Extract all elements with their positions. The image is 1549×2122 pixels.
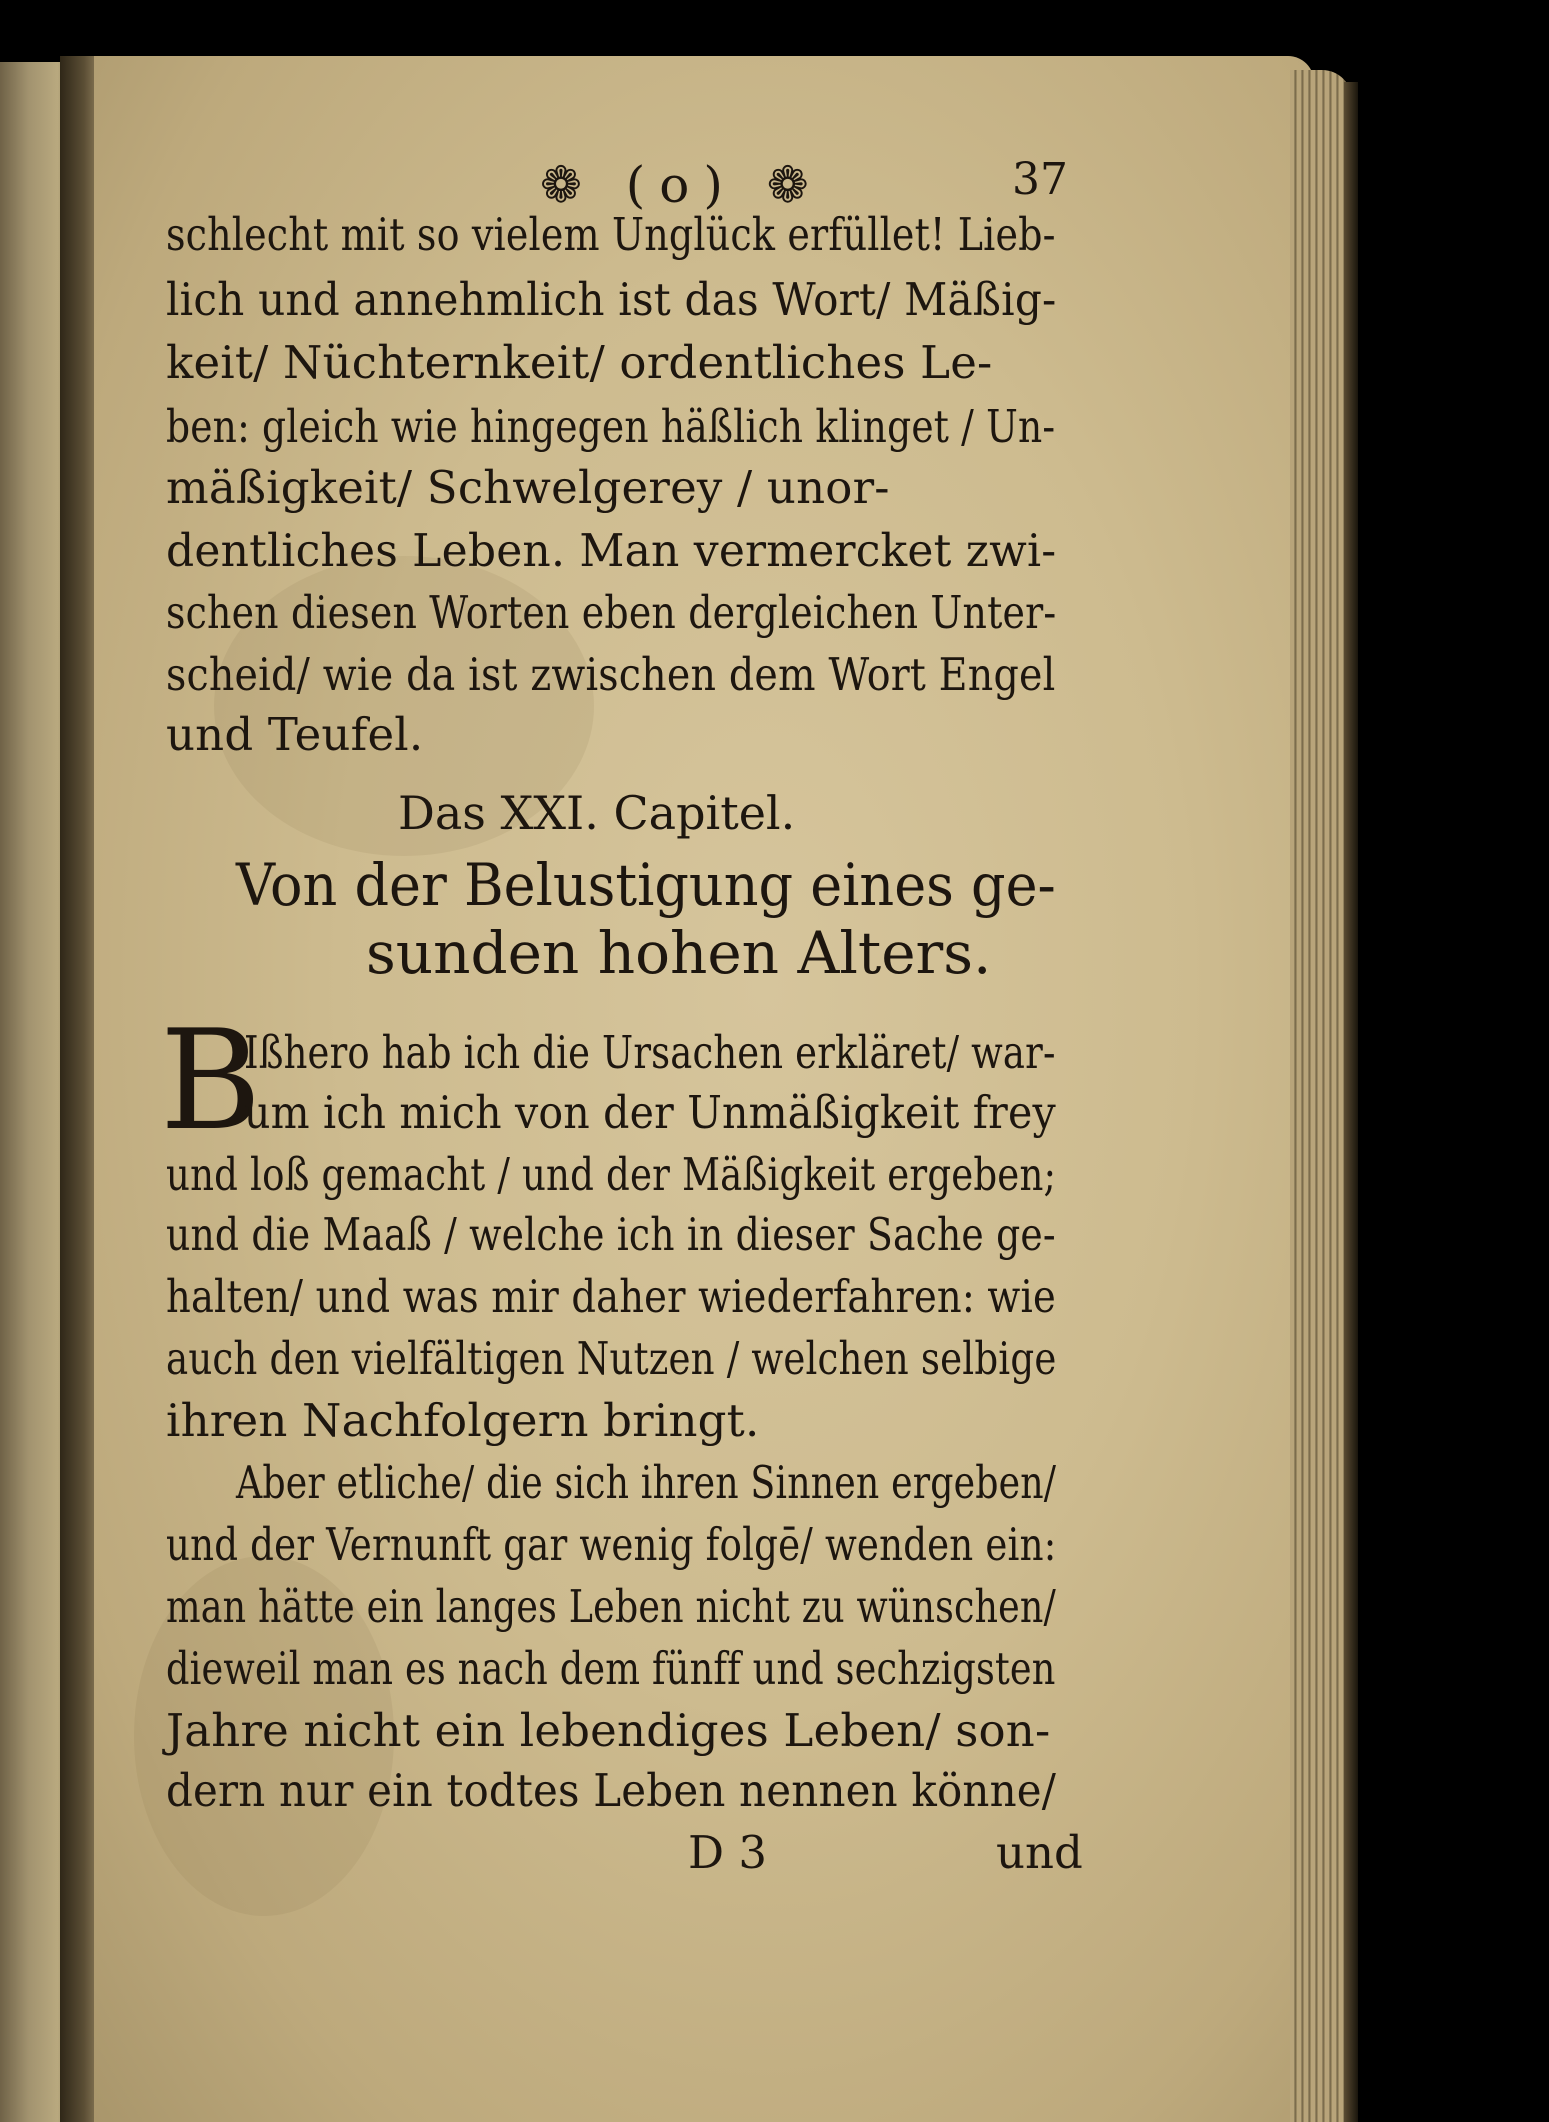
text-line: und die Maaß / welche ich in dieser Sache ge- (166, 1208, 1056, 1261)
text-line: dentliches Leben. Man vermercket zwi- (166, 524, 1057, 577)
chapter-title-line: Von der Belustigung eines ge- (236, 851, 1056, 919)
text-line: schlecht mit so vielem Unglück erfüllet! Lieb- (166, 208, 1056, 261)
text-line: und loß gemacht / und der Mäßigkeit ergeben; (166, 1148, 1057, 1201)
text-line: man hätte ein langes Leben nicht zu wünschen/ (166, 1580, 1057, 1633)
page-edges (1290, 70, 1352, 2122)
text-line: halten/ und was mir daher wiederfahren: wie (166, 1270, 1056, 1323)
catchword: und (996, 1826, 1083, 1879)
text-line: Ißhero hab ich die Ursachen erkläret/ war- (244, 1026, 1056, 1079)
text-line: dieweil man es nach dem fünff und sechzigsten (166, 1642, 1056, 1695)
text-line: lich und annehmlich ist das Wort/ Mäßig- (166, 273, 1057, 326)
text-line: keit/ Nüchternkeit/ ordentliches Le- (166, 336, 993, 389)
page-edges-shadow (1344, 82, 1358, 2122)
text-line: schen diesen Worten eben dergleichen Unter- (166, 586, 1057, 639)
text-line: mäßigkeit/ Schwelgerey / unor- (166, 461, 890, 514)
chapter-title-line: sunden hohen Alters. (366, 919, 992, 987)
text-line: dern nur ein todtes Leben nennen könne/ (166, 1764, 1057, 1817)
text-line: Jahre nicht ein lebendiges Leben/ son- (166, 1704, 1051, 1757)
text-line: ihren Nachfolgern bringt. (166, 1394, 760, 1447)
text-line: scheid/ wie da ist zwischen dem Wort Engel (166, 648, 1056, 701)
page-number: 37 (1012, 154, 1068, 205)
text-line: und der Vernunft gar wenig folgē/ wenden ein: (166, 1518, 1057, 1571)
header-ornament: ❁ (o) ❁ (540, 156, 823, 214)
chapter-label: Das XXI. Capitel. (398, 786, 796, 840)
drop-cap: B (160, 1000, 262, 1161)
text-line: Aber etliche/ die sich ihren Sinnen ergeben/ (236, 1456, 1057, 1509)
text-line: und Teufel. (166, 708, 424, 761)
text-line: auch den vielfältigen Nutzen / welchen selbige (166, 1332, 1057, 1385)
signature-mark: D 3 (688, 1826, 768, 1879)
text-line: um ich mich von der Unmäßigkeit frey (244, 1086, 1056, 1139)
text-line: ben: gleich wie hingegen häßlich klinget / Un- (166, 400, 1056, 453)
